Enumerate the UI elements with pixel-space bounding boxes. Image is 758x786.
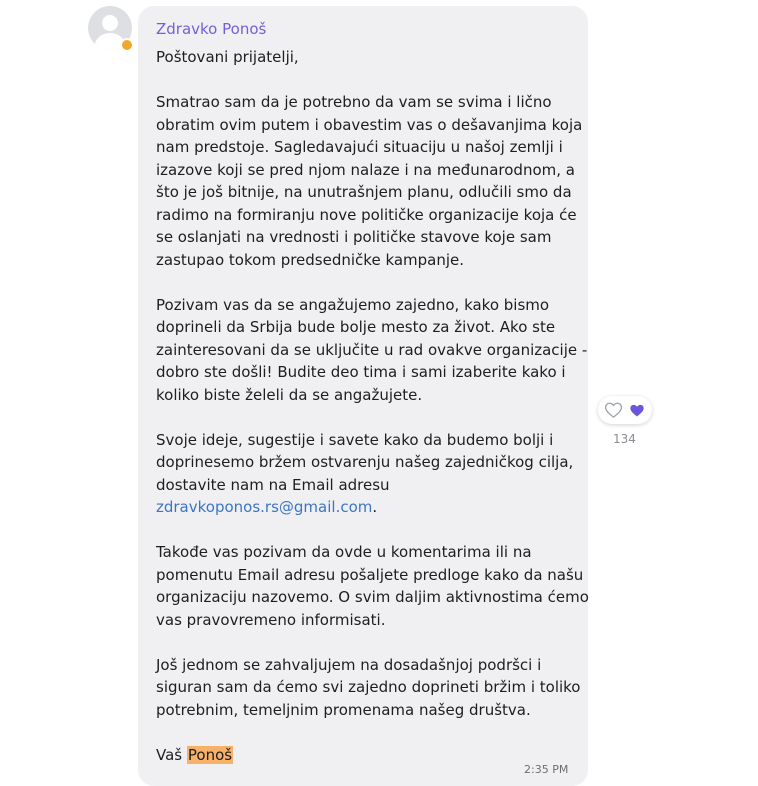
message-timestamp: 2:35 PM bbox=[524, 763, 569, 776]
message-line: zainteresovani da se uključite u rad ovakve organizacije - bbox=[156, 340, 588, 359]
message-line: doprineli da Srbija bude bolje mesto za život. Ako ste bbox=[156, 318, 556, 336]
message-line: radimo na formiranju nove političke organizacije koja će bbox=[156, 205, 577, 224]
email-link[interactable]: zdravkoponos.rs@gmail.com bbox=[156, 498, 373, 516]
message-line: Još jednom se zahvaljujem na dosadašnjoj podršci i bbox=[156, 655, 542, 674]
message-bubble bbox=[138, 6, 588, 786]
reaction-count: 134 bbox=[613, 432, 636, 446]
message-paragraph-4 bbox=[156, 541, 589, 631]
message-line: koliko biste želeli da se angažujete. bbox=[156, 385, 423, 404]
heart-filled-icon[interactable] bbox=[629, 403, 645, 418]
message-line: Svoje ideje, sugestije i savete kako da budemo bolji i bbox=[156, 430, 554, 449]
greeting-text: Poštovani prijatelji, bbox=[156, 48, 299, 66]
email-line bbox=[156, 496, 570, 519]
reaction-bar[interactable] bbox=[598, 396, 652, 424]
signoff-paragraph bbox=[156, 744, 570, 767]
message-line: Pozivam vas da se angažujemo zajedno, kako bismo bbox=[156, 295, 550, 314]
heart-outline-icon[interactable] bbox=[604, 401, 623, 419]
message-line: Takođe vas pozivam da ovde u komentarima ili na bbox=[156, 543, 532, 561]
message-line: nam predstoje. Sagledavajući situaciju u našoj zemlji i bbox=[156, 138, 563, 156]
message-line: dobro ste došli! Budite deo tima i sami izaberite kako i bbox=[156, 363, 566, 381]
greeting-paragraph bbox=[156, 46, 570, 69]
signoff-prefix: Vaš bbox=[156, 745, 187, 764]
status-badge bbox=[120, 38, 134, 52]
message-line: dostavite nam na Email adresu bbox=[156, 475, 390, 494]
message-line: doprinesemo bržem ostvarenju našeg zajedničkog cilja, bbox=[156, 453, 574, 471]
message-line: pomenutu Email adresu pošaljete predloge kako da našu bbox=[156, 565, 584, 584]
email-suffix: . bbox=[372, 498, 378, 516]
signoff-name-highlight: Ponoš bbox=[187, 745, 233, 764]
message-line: organizaciju nazovemo. O svim daljim aktivnostima ćemo bbox=[156, 588, 589, 606]
sender-name[interactable]: Zdravko Ponoš bbox=[156, 20, 267, 38]
message-paragraph-2 bbox=[156, 294, 588, 407]
message-paragraph-3 bbox=[156, 429, 574, 519]
message-line: obratim ovim putem i obavestim vas o dešavanjima koja bbox=[156, 115, 583, 134]
message-paragraph-5 bbox=[156, 654, 581, 722]
message-line: se oslanjati na vrednosti i političke stavove koje sam bbox=[156, 228, 552, 246]
message-line: zastupao tokom predsedničke kampanje. bbox=[156, 250, 465, 269]
message-line: siguran sam da ćemo svi zajedno doprineti bržim i toliko bbox=[156, 678, 581, 696]
message-line: izazove koji se pred njom nalaze i na međunarodnom, a bbox=[156, 160, 575, 179]
message-paragraph-1 bbox=[156, 91, 583, 271]
message-line: što je još bitnije, na unutrašnjem planu, odlučili smo da bbox=[156, 183, 572, 201]
message-line: potrebnim, temeljnim promenama našeg društva. bbox=[156, 700, 531, 719]
message-line: Smatrao sam da je potrebno da vam se svima i lično bbox=[156, 93, 552, 111]
message-line: vas pravovremeno informisati. bbox=[156, 610, 386, 629]
signoff-line bbox=[156, 744, 570, 767]
